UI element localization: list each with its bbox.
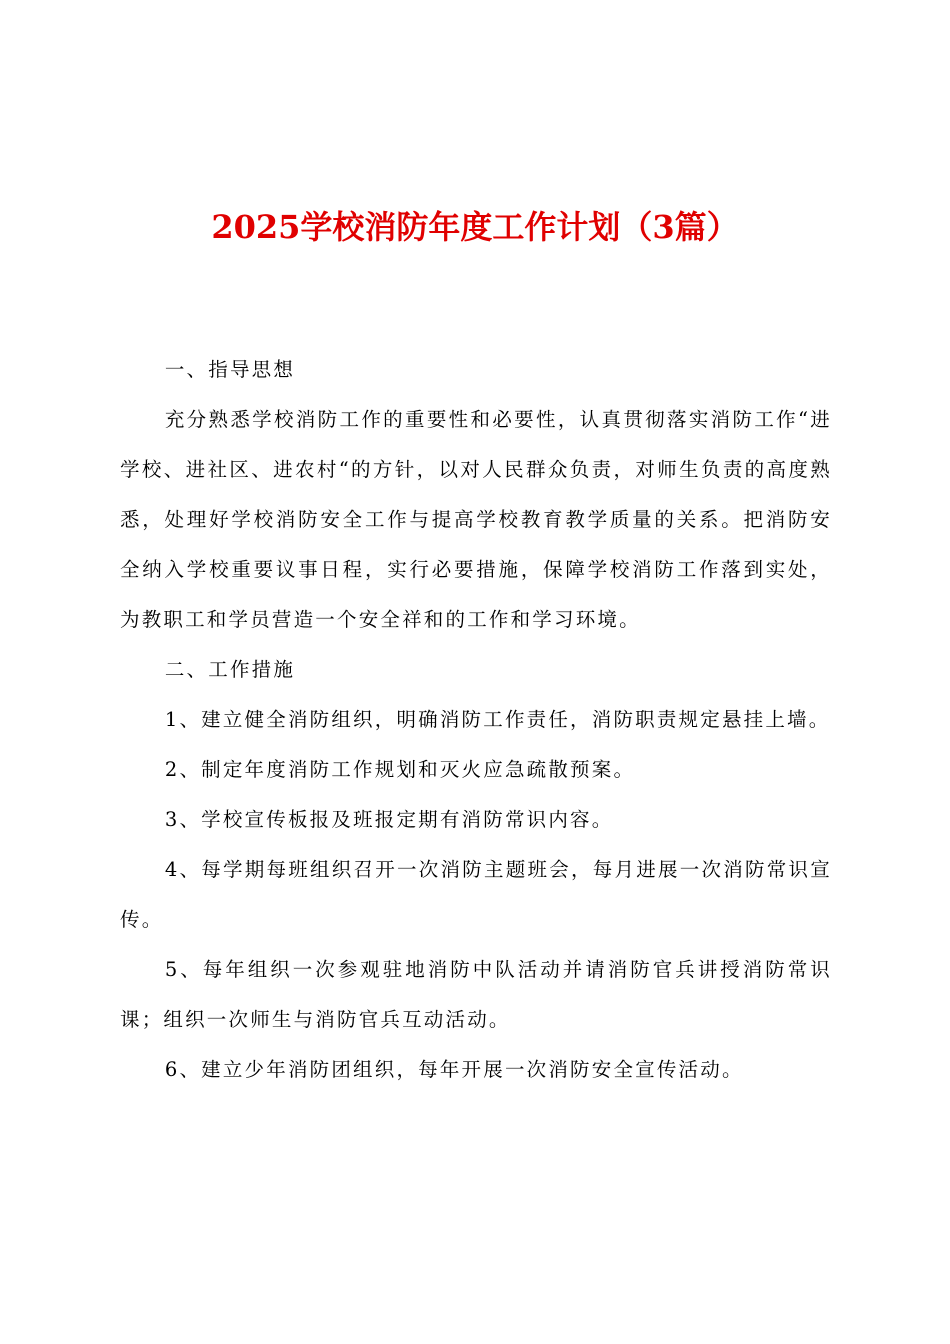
measure-item-1: 1、建立健全消防组织，明确消防工作责任，消防职责规定悬挂上墙。 bbox=[164, 708, 831, 731]
paragraph-guiding-ideology: 充分熟悉学校消防工作的重要性和必要性，认真贯彻落实消防工作“进学校、进社区、进农村“的方针，以对人民群众负责，对师生负责的高度熟悉，处理好学校消防安全工作与提高学校教育教学质量的关系。把消防安全纳入学校重要议事日程，实行必要措施，保障学校消防工作落到实处，为教职工和学员营造一个安全祥和的工作和学习环境。 bbox=[120, 408, 832, 631]
section-heading-work-measures: 二、工作措施 bbox=[164, 658, 296, 681]
section-heading-guiding-ideology: 一、指导思想 bbox=[164, 358, 296, 381]
measure-item-3: 3、学校宣传板报及班报定期有消防常识内容。 bbox=[164, 808, 614, 831]
measure-item-2: 2、制定年度消防工作规划和灭火应急疏散预案。 bbox=[164, 758, 636, 781]
document-title: 2025学校消防年度工作计划（3篇） bbox=[211, 208, 739, 246]
measure-item-6: 6、建立少年消防团组织，每年开展一次消防安全宣传活动。 bbox=[164, 1058, 744, 1081]
measure-item-4: 4、每学期每班组织召开一次消防主题班会，每月进展一次消防常识宣传。 bbox=[120, 858, 832, 931]
measure-item-5: 5、每年组织一次参观驻地消防中队活动并请消防官兵讲授消防常识课；组织一次师生与消防官兵互动活动。 bbox=[120, 958, 832, 1031]
document-body bbox=[120, 345, 832, 1095]
